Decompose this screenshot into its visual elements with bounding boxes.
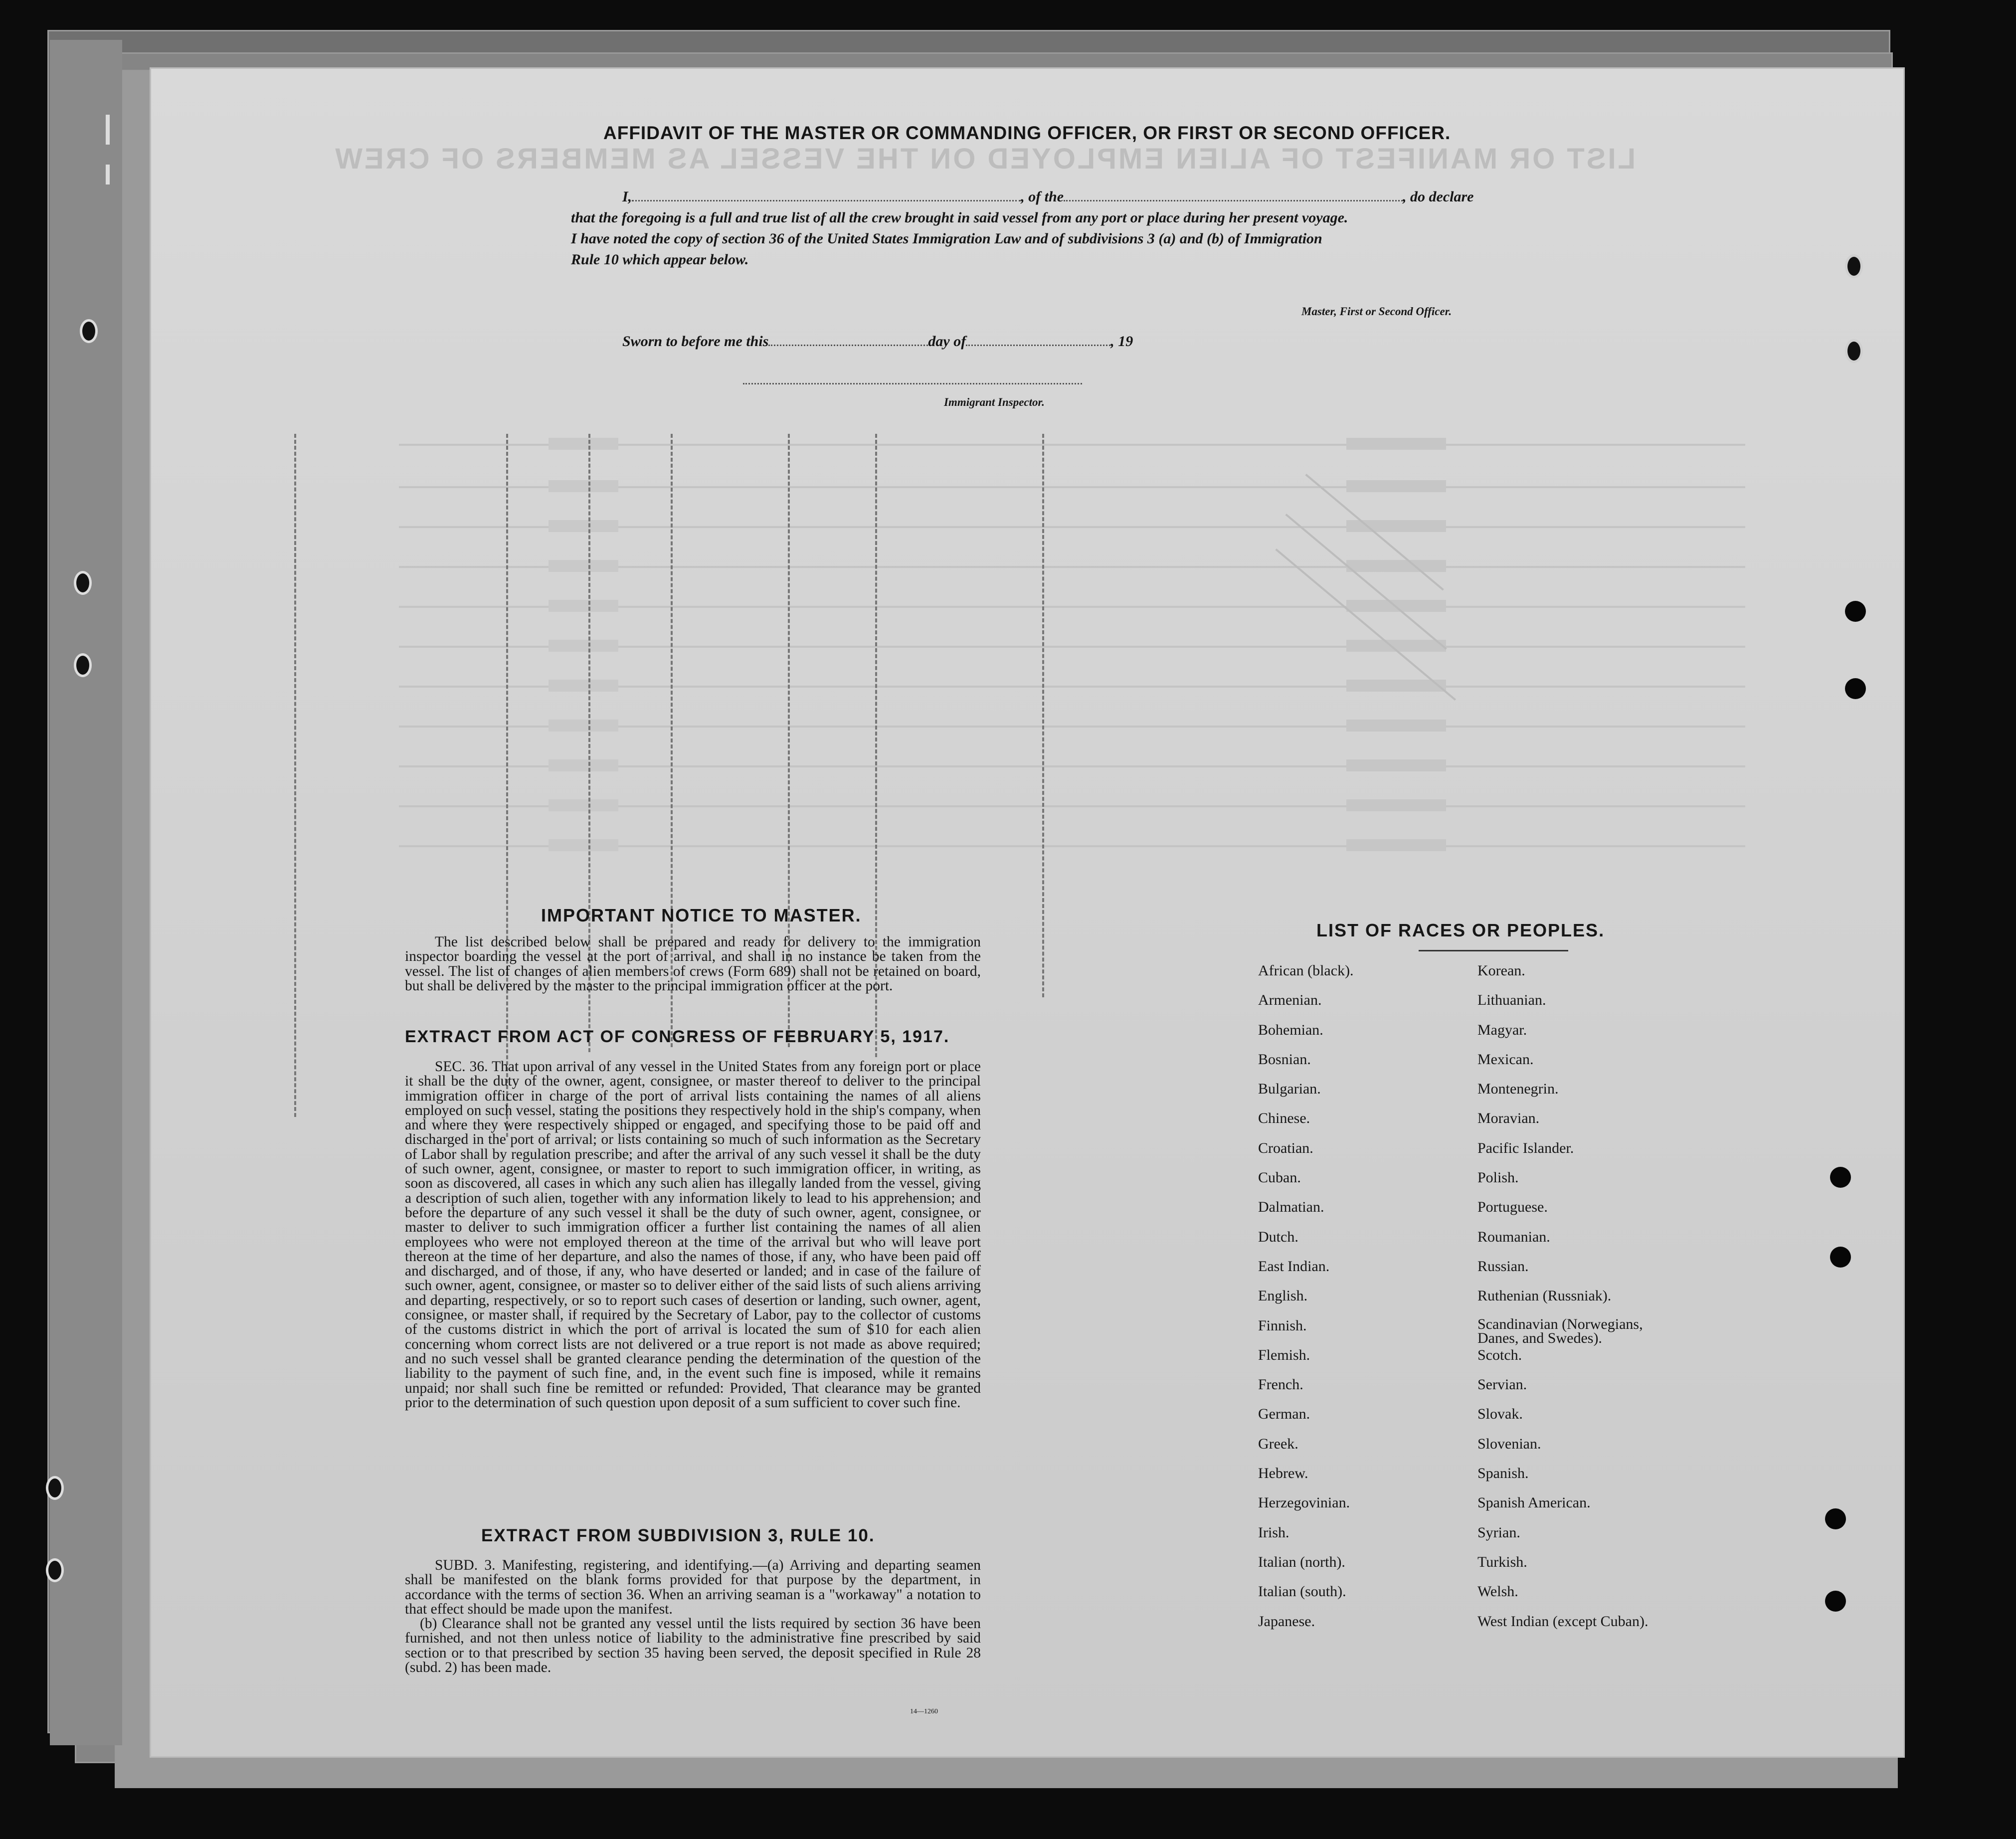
- race-item: Finnish.: [1258, 1317, 1307, 1334]
- race-item: Slovak.: [1477, 1406, 1523, 1423]
- race-item: Ruthenian (Russniak).: [1477, 1287, 1612, 1304]
- punch-hole: [74, 571, 92, 595]
- race-item: Spanish.: [1477, 1465, 1529, 1482]
- race-item: Bulgarian.: [1258, 1081, 1321, 1098]
- race-item: Russian.: [1477, 1258, 1529, 1275]
- affidavit-text: , do declare: [1403, 188, 1474, 205]
- race-item: Bosnian.: [1258, 1051, 1311, 1068]
- punch-hole: [1845, 339, 1863, 363]
- bleed-through-row: [399, 486, 1745, 488]
- punch-hole: [1830, 1247, 1851, 1268]
- race-item: Portuguese.: [1477, 1199, 1548, 1216]
- race-item: Scandinavian (Norwegians, Danes, and Swedes).: [1477, 1315, 1643, 1346]
- bleed-through-row: [399, 444, 1745, 446]
- race-item: Polish.: [1477, 1169, 1519, 1186]
- bleed-through-heading: LIST OR MANIFEST OF ALIEN EMPLOYED ON THE VESSEL AS MEMBERS OF CREW: [333, 143, 1636, 175]
- races-right-column: [1477, 962, 1687, 1643]
- punch-hole: [74, 653, 92, 677]
- affidavit-text: I have noted the copy of section 36 of the United States Immigration Law and of subdivisions 3 (a) and (b) of Immigration: [571, 230, 1322, 247]
- race-item: Chinese.: [1258, 1110, 1310, 1127]
- race-item: Italian (north).: [1258, 1553, 1345, 1570]
- notice-text: The list described below shall be prepared and ready for delivery to the immigration inspector boarding the vessel at the port of arrival, and shall in no instance be taken from the vessel. The list of changes of alien members of crews (Form 689) shall not be retained on board, but shall be delivered by the master to the principal immigration officer at the port.: [405, 934, 981, 994]
- race-item: Croatian.: [1258, 1139, 1313, 1156]
- race-item: Mexican.: [1477, 1051, 1534, 1068]
- rule-extract-text-a: SUBD. 3. Manifesting, registering, and identifying.—(a) Arriving and departing seamen shall be manifested on the blank forms provided for that purpose by the department, in accordance with the terms of section 36. When an arriving seaman is a "workaway" a notation to that effect should be made upon the manifest.: [405, 1557, 981, 1617]
- punch-hole: [1830, 1167, 1851, 1188]
- bleed-through-row: [399, 726, 1745, 728]
- rule-extract-heading: EXTRACT FROM SUBDIVISION 3, RULE 10.: [481, 1526, 875, 1545]
- punch-hole: [80, 319, 98, 343]
- affidavit-title: AFFIDAVIT OF THE MASTER OR COMMANDING OFFICER, OR FIRST OR SECOND OFFICER.: [603, 123, 1451, 143]
- race-item: Flemish.: [1258, 1346, 1310, 1363]
- race-item: Armenian.: [1258, 992, 1322, 1009]
- rule-extract-block: [405, 1558, 981, 1675]
- races-left-column: [1258, 962, 1354, 1643]
- race-item: French.: [1258, 1376, 1303, 1393]
- notice-text-block: [405, 935, 981, 993]
- race-item: Herzegovinian.: [1258, 1494, 1350, 1511]
- form-number: 14—1260: [910, 1708, 938, 1715]
- race-item: Korean.: [1477, 962, 1525, 979]
- name-blank: [632, 200, 1021, 201]
- punch-hole: [46, 1476, 64, 1500]
- race-item: Servian.: [1477, 1376, 1527, 1393]
- notice-heading: IMPORTANT NOTICE TO MASTER.: [541, 905, 862, 925]
- column-rule: [294, 434, 296, 1117]
- month-blank: [966, 345, 1110, 346]
- race-item: Spanish American.: [1477, 1494, 1591, 1511]
- race-item: Italian (south).: [1258, 1583, 1346, 1600]
- bleed-through-row: [399, 526, 1745, 528]
- race-item: Pacific Islander.: [1477, 1139, 1574, 1156]
- affidavit-text: , of the: [1021, 188, 1064, 205]
- race-item: Syrian.: [1477, 1524, 1520, 1541]
- bleed-through-row: [399, 646, 1745, 648]
- bleed-through-row: [399, 566, 1745, 568]
- affidavit-declaration-line: [622, 188, 1473, 205]
- affidavit-text: that the foregoing is a full and true list of all the crew brought in said vessel from any port or place during her present voyage.: [571, 209, 1348, 226]
- master-signature-label: Master, First or Second Officer.: [1301, 305, 1452, 318]
- race-item: Hebrew.: [1258, 1465, 1308, 1482]
- race-item: Dutch.: [1258, 1228, 1298, 1245]
- punch-hole: [46, 1558, 64, 1582]
- day-blank: [768, 345, 928, 346]
- race-item: Magyar.: [1477, 1021, 1527, 1038]
- race-item: Montenegrin.: [1477, 1081, 1559, 1098]
- affidavit-text: Rule 10 which appear below.: [571, 251, 749, 268]
- race-item: Irish.: [1258, 1524, 1289, 1541]
- race-item: Moravian.: [1477, 1110, 1540, 1127]
- act-extract-text: SEC. 36. That upon arrival of any vessel in the United States from any foreign port or place it shall be the duty of the owner, agent, consignee, or master thereof to deliver to the principal immigration officer in charge of the port of arrival lists containing the names of all aliens employed on such vessel, stating the positions they respectively hold in the ship's company, when and where they were respectively shipped or engaged, and specifying those to be paid off and discharged in the port of arrival; or lists containing so much of such information as the Secretary of Labor shall by regulation prescribe; and after the arrival of any such vessel it shall be the duty of such owner, agent, consignee, or master to report to such immigration officer, in writing, as soon as discovered, all cases in which any such alien has illegally landed from the vessel, giving a description of such alien, together with any information likely to lead to his apprehension; and before the departure of any such vessel it shall be the duty of such owner, agent, consignee, or master to deliver to such immigration officer a further list containing the names of all alien employees who were not employed thereon at the time of the arrival but who will leave port thereon at the time of her departure, and also the names of those, if any, who have been paid off and discharged, and of those, if any, who have deserted or landed; and in case of the failure of such owner, agent, consignee, or master so to deliver either of the said lists of such aliens arriving and departing, respectively, or so to report such cases of desertion or landing, such owner, agent, consignee, or master shall, if required by the Secretary of Labor, pay to the collector of customs of the customs district in which the port of arrival is located the sum of $10 for each alien concerning whom correct lists are not delivered or a true report is not made as above required; and no such vessel shall be granted clearance pending the determination of the question of the liability to the payment of such fine, and, in the event such fine is imposed, while it remains unpaid; nor shall such fine be remitted or refunded: Provided, That clearance may be granted prior to the determination of such question upon deposit of a sum sufficient to cover such fine.: [405, 1059, 981, 1411]
- race-item: Cuban.: [1258, 1169, 1301, 1186]
- race-item: African (black).: [1258, 962, 1354, 979]
- sworn-text: Sworn to before me this: [622, 333, 769, 350]
- column-rule: [1042, 434, 1044, 997]
- race-item: West Indian (except Cuban).: [1477, 1613, 1649, 1630]
- race-item: Roumanian.: [1477, 1228, 1550, 1245]
- rule-extract-text-b: (b) Clearance shall not be granted any vessel until the lists required by section 36 have been furnished, and not then unless notice of liability to the administrative fine prescribed by said section or to that prescribed by section 35 having been served, the deposit specified in Rule 28 (subd. 2) has been made.: [405, 1616, 981, 1676]
- race-item: Greek.: [1258, 1435, 1298, 1452]
- bleed-through-row: [399, 845, 1745, 847]
- edge-mark: [106, 115, 110, 145]
- punch-hole: [1845, 601, 1866, 622]
- race-item: Japanese.: [1258, 1613, 1315, 1630]
- punch-hole: [1825, 1508, 1846, 1529]
- punch-hole: [1825, 1591, 1846, 1612]
- races-title: LIST OF RACES OR PEOPLES.: [1316, 920, 1605, 940]
- bleed-through-row: [399, 765, 1745, 767]
- edge-mark: [106, 165, 110, 184]
- race-item: German.: [1258, 1406, 1310, 1423]
- affidavit-text: I,: [622, 188, 632, 205]
- punch-hole: [1845, 678, 1866, 699]
- inspector-signature-line: [743, 383, 1082, 384]
- sworn-text: , 19: [1110, 333, 1133, 350]
- inspector-signature-label: Immigrant Inspector.: [944, 396, 1045, 408]
- sworn-line: [622, 333, 1133, 350]
- race-item: Dalmatian.: [1258, 1199, 1324, 1216]
- act-extract-block: [405, 1060, 981, 1410]
- bleed-through-row: [399, 805, 1745, 807]
- bleed-through-row: [399, 606, 1745, 608]
- sworn-text: day of: [928, 333, 966, 350]
- race-item: Bohemian.: [1258, 1021, 1323, 1038]
- race-item: Slovenian.: [1477, 1435, 1541, 1452]
- race-item: Lithuanian.: [1477, 992, 1546, 1009]
- race-item: East Indian.: [1258, 1258, 1330, 1275]
- race-item: Turkish.: [1477, 1553, 1527, 1570]
- race-item: Welsh.: [1477, 1583, 1518, 1600]
- race-item: English.: [1258, 1287, 1308, 1304]
- race-item: Scotch.: [1477, 1346, 1522, 1363]
- bleed-through-row: [399, 686, 1745, 688]
- vessel-blank: [1064, 200, 1403, 201]
- act-extract-heading: EXTRACT FROM ACT OF CONGRESS OF FEBRUARY 5, 1917.: [405, 1027, 950, 1046]
- races-title-rule: [1419, 950, 1568, 951]
- punch-hole: [1845, 254, 1863, 278]
